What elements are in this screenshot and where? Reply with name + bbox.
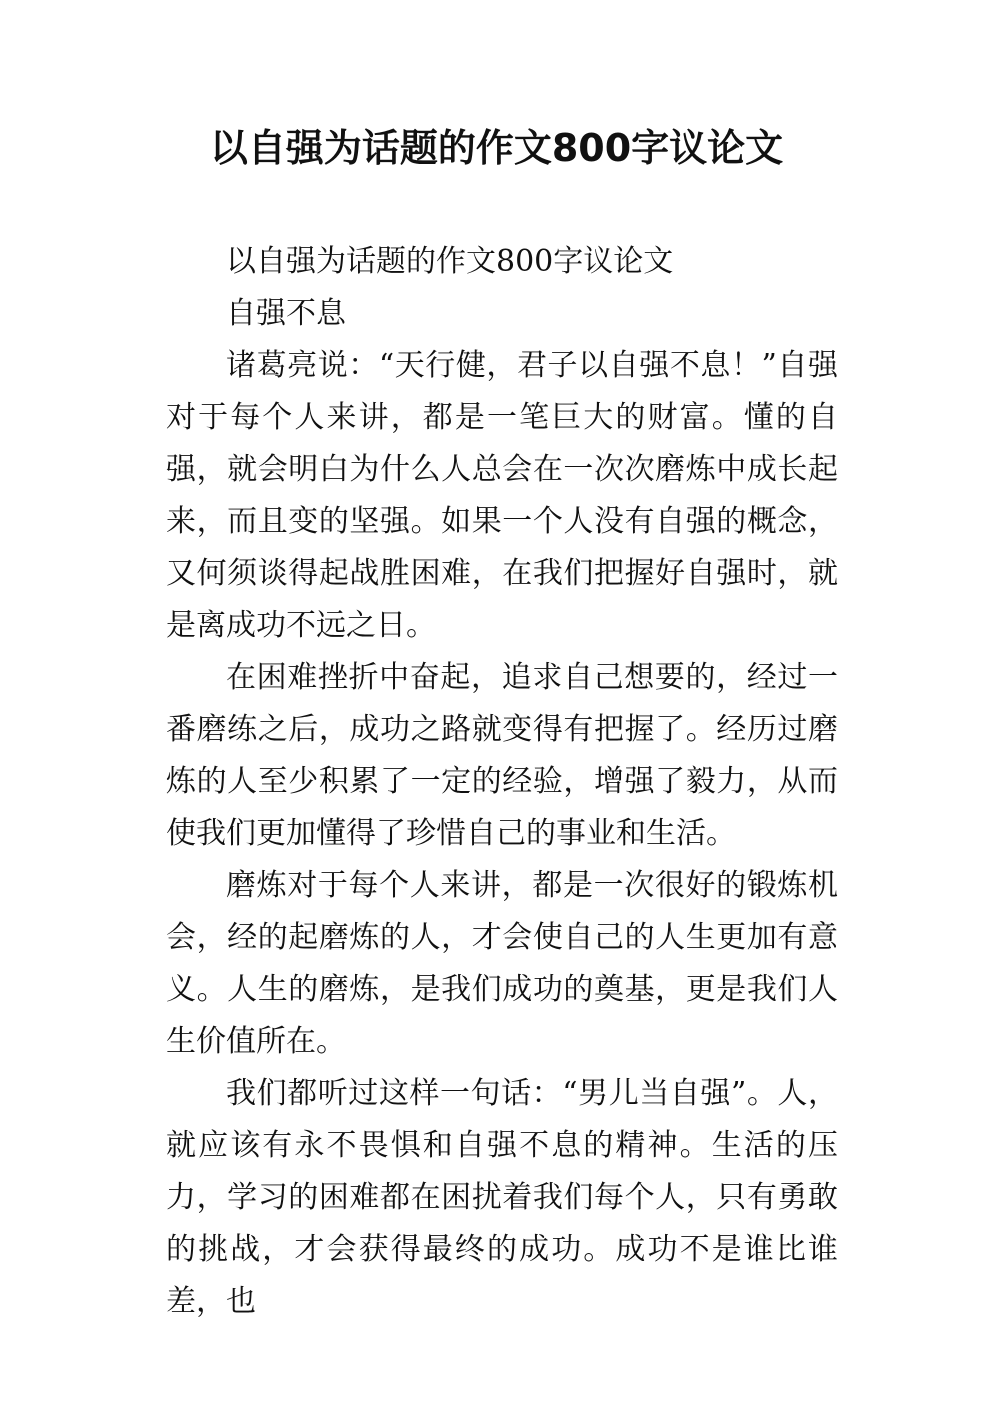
paragraph-2: 在困难挫折中奋起，追求自己想要的，经过一番磨练之后，成功之路就变得有把握了。经历过磨炼的人至少积累了一定的经验，增强了毅力，从而使我们更加懂得了珍惜自己的事业和生活。 [166,660,838,851]
paragraph-1: 诸葛亮说：“天行健，君子以自强不息！”自强对于每个人来讲，都是一笔巨大的财富。懂的自强，就会明白为什么人总会在一次次磨炼中成长起来，而且变的坚强。如果一个人没有自强的概念，又何须谈得起战胜困难，在我们把握好自强时，就是离成功不远之日。 [166,348,838,643]
paragraph-3: 磨炼对于每个人来讲，都是一次很好的锻炼机会，经的起磨炼的人，才会使自己的人生更加有意义。人生的磨炼，是我们成功的奠基，更是我们人生价值所在。 [166,868,838,1059]
document-title: 以自强为话题的作文800字议论文 [209,126,784,170]
paragraph-4: 我们都听过这样一句话：“男儿当自强”。人，就应该有永不畏惧和自强不息的精神。生活的压力，学习的困难都在困扰着我们每个人，只有勇敢的挑战，才会获得最终的成功。成功不是谁比谁差，也 [166,1076,838,1319]
document-body [166,236,838,1328]
paragraph-heading: 自强不息 [226,296,346,331]
paragraph-subtitle: 以自强为话题的作文800字议论文 [226,244,674,279]
